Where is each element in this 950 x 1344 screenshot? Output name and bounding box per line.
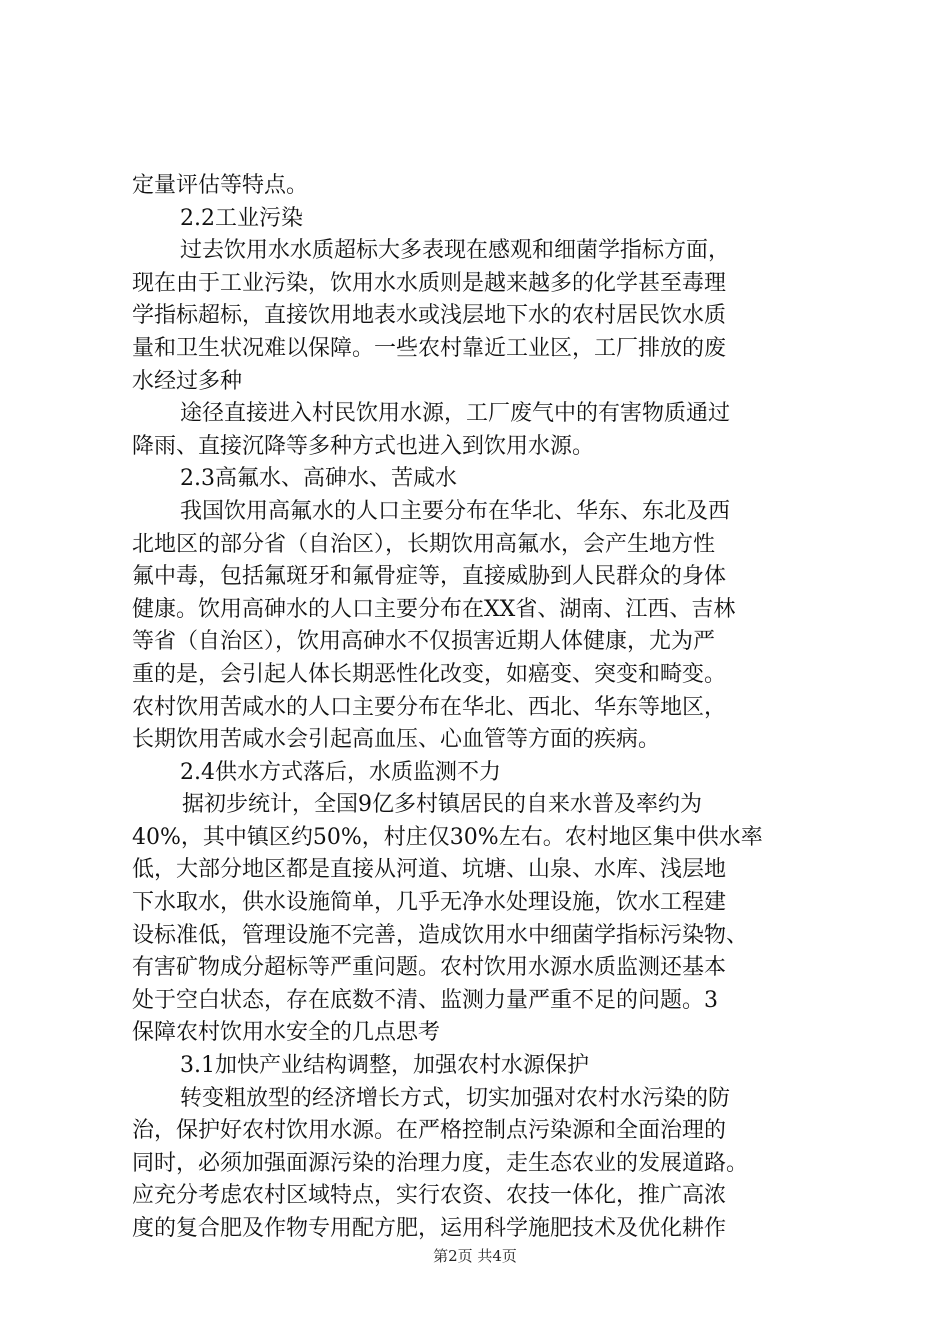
text-line: 重的是，会引起人体长期恶性化改变，如癌变、突变和畸变。 [132,661,727,687]
text-line: 北地区的部分省（自治区），长期饮用高氟水，会产生地方性 [132,531,716,557]
text-line: 有害矿物成分超标等严重问题。农村饮用水源水质监测还基本 [132,955,727,981]
text-line: 40%，其中镇区约50%，村庄仅30%左右。农村地区集中供水率 [132,824,763,850]
text-line: 过去饮用水水质超标大多表现在感观和细菌学指标方面， [180,238,731,264]
text-line: 2.2工业污染 [180,205,303,231]
text-line: 同时，必须加强面源污染的治理力度，走生态农业的发展道路。 [132,1150,749,1176]
text-line: 现在由于工业污染，饮用水水质则是越来越多的化学甚至毒理 [132,270,727,296]
text-line: 健康。饮用高砷水的人口主要分布在XX省、湖南、江西、吉林 [132,596,736,622]
text-line: 农村饮用苦咸水的人口主要分布在华北、西北、华东等地区， [132,694,727,720]
text-line: 等省（自治区），饮用高砷水不仅损害近期人体健康，尤为严 [132,629,716,655]
text-line: 氟中毒，包括氟斑牙和氟骨症等，直接威胁到人民群众的身体 [132,564,727,590]
text-line: 应充分考虑农村区域特点，实行农资、农技一体化，推广高浓 [132,1183,727,1209]
text-line: 转变粗放型的经济增长方式，切实加强对农村水污染的防 [180,1085,731,1111]
text-line: 我国饮用高氟水的人口主要分布在华北、华东、东北及西 [180,498,731,524]
document-body [132,170,832,1246]
text-line: 降雨、直接沉降等多种方式也进入到饮用水源。 [132,433,595,459]
text-line: 保障农村饮用水安全的几点思考 [132,1020,441,1046]
text-line: 水经过多种 [132,368,243,394]
text-line: 途径直接进入村民饮用水源，工厂废气中的有害物质通过 [180,401,731,427]
text-line: 2.4供水方式落后，水质监测不力 [180,759,501,785]
text-line: 设标准低，管理设施不完善，造成饮用水中细菌学指标污染物、 [132,922,749,948]
text-line: 3.1加快产业结构调整，加强农村水源保护 [180,1053,589,1079]
text-line: 度的复合肥及作物专用配方肥，运用科学施肥技术及优化耕作 [132,1216,727,1241]
text-line: 长期饮用苦咸水会引起高血压、心血管等方面的疾病。 [132,727,661,753]
text-line: 下水取水，供水设施简单，几乎无净水处理设施，饮水工程建 [132,890,727,916]
text-line: 2.3高氟水、高砷水、苦咸水 [180,466,457,492]
page-footer: 第2页 共4页 [433,1247,517,1265]
text-line: 定量评估等特点。 [132,173,309,198]
text-line: 据初步统计，全国9亿多村镇居民的自来水普及率约为 [182,792,702,818]
text-line: 处于空白状态，存在底数不清、监测力量严重不足的问题。3 [132,987,718,1013]
text-line: 治，保护好农村饮用水源。在严格控制点污染源和全面治理的 [132,1118,727,1144]
text-line: 学指标超标，直接饮用地表水或浅层地下水的农村居民饮水质 [132,303,727,329]
text-line: 低，大部分地区都是直接从河道、坑塘、山泉、水库、浅层地 [132,857,727,883]
text-line: 量和卫生状况难以保障。一些农村靠近工业区，工厂排放的废 [132,335,727,361]
